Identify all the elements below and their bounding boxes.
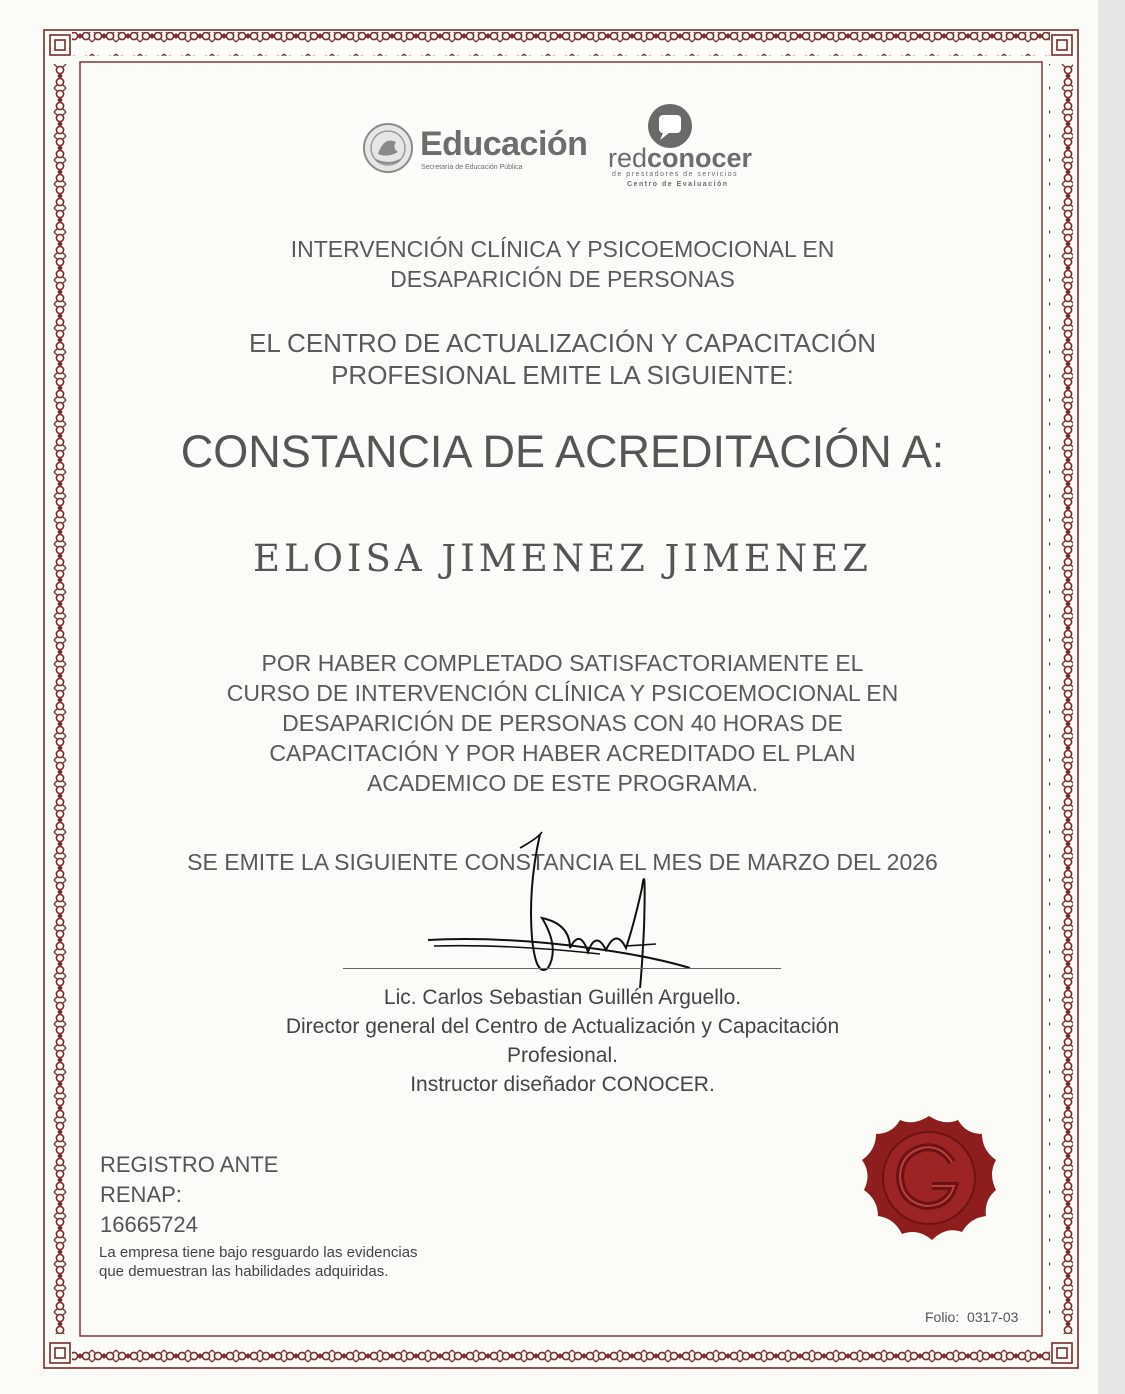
renap-registration: REGISTRO ANTE RENAP: 16665724 [100, 1150, 278, 1240]
evidence-note: La empresa tiene bajo resguardo las evidencias que demuestran las habilidades adquiridas. [99, 1244, 418, 1280]
mexico-coat-of-arms-icon [362, 122, 414, 174]
educacion-logo-text: Educación [420, 125, 588, 163]
signature-line [343, 968, 781, 969]
issue-statement: SE EMITE LA SIGUIENTE CONSTANCIA EL MES DE MARZO DEL 2026 [187, 849, 938, 875]
recipient-name: ELOISA JIMENEZ JIMENEZ [253, 537, 872, 580]
issuer-statement: EL CENTRO DE ACTUALIZACIÓN Y CAPACITACIÓN PROFESIONAL EMITE LA SIGUIENTE: [248, 328, 876, 390]
educacion-logo-subtitle: Secretaría de Educación Pública [421, 164, 523, 171]
certificate-title: CONSTANCIA DE ACREDITACIÓN A: [180, 426, 945, 477]
signature [420, 828, 700, 988]
signer-block: Lic. Carlos Sebastian Guillén Arguello. Director general del Centro de Actualización y Capacitación Profesional. Instructor diseñador CONOCER. [0, 983, 1125, 1099]
accreditation-reason: POR HABER COMPLETADO SATISFACTORIAMENTE EL CURSO DE INTERVENCIÓN CLÍNICA Y PSICOEMOCIONAL EN DESAPARICIÓN DE PERSONAS CON 40 HORAS DE CAPACITACIÓN Y POR HABER ACREDITADO EL PLAN ACADEMICO DE ESTE PROGRAMA. [226, 650, 899, 796]
wax-seal-icon [856, 1112, 1002, 1248]
conocer-logo-subtitle-2: Centro de Evaluación [627, 181, 729, 188]
folio-number: Folio: 0317-03 [925, 1309, 1019, 1325]
signer-name: Lic. Carlos Sebastian Guillén Arguello. [383, 986, 742, 1009]
conocer-logo-subtitle: de prestadores de servicios [612, 171, 739, 178]
program-title: INTERVENCIÓN CLÍNICA Y PSICOEMOCIONAL EN DESAPARICIÓN DE PERSONAS [290, 236, 835, 292]
renap-number: 16665724 [100, 1212, 198, 1237]
conocer-logo-text: redconocer [608, 143, 753, 173]
